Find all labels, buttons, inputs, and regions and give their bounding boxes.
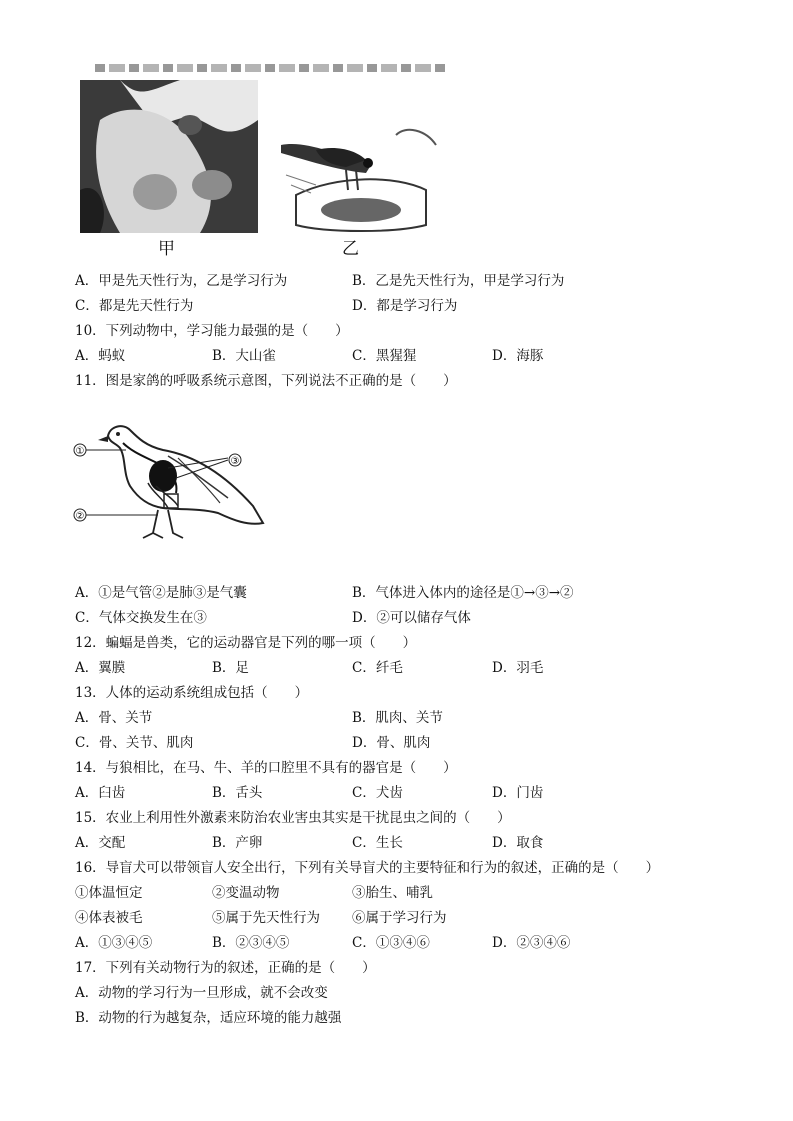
q14-stem: 14．与狼相比，在马、牛、羊的口腔里不具有的器官是（ ） <box>75 760 457 776</box>
q17-stem: 17．下列有关动物行为的叙述，正确的是（ ） <box>75 960 376 976</box>
q13-option-c: C．骨、关节、肌肉 <box>75 735 194 751</box>
q17-option-b: B．动物的行为越复杂，适应环境的能力越强 <box>75 1010 342 1026</box>
q13-stem: 13．人体的运动系统组成包括（ ） <box>75 685 309 701</box>
q16-item-6: ⑥属于学习行为 <box>352 910 447 926</box>
label-1: ① <box>75 446 85 457</box>
q12-stem: 12．蝙蝠是兽类，它的运动器官是下列的哪一项（ ） <box>75 635 417 651</box>
q11-stem: 11．图是家鸽的呼吸系统示意图，下列说法不正确的是（ ） <box>75 373 457 389</box>
q12-option-d: D．羽毛 <box>492 660 544 676</box>
q12-option-a: A．翼膜 <box>75 660 126 676</box>
caption-jia: 甲 <box>158 239 175 259</box>
q10-option-b: B．大山雀 <box>212 348 276 364</box>
q11-option-c: C．气体交换发生在③ <box>75 610 207 626</box>
q14-option-a: A．臼齿 <box>75 785 126 801</box>
q11-option-a: A．①是气管②是肺③是气囊 <box>75 585 247 601</box>
q15-stem: 15．农业上利用性外激素来防治农业害虫其实是干扰昆虫之间的（ ） <box>75 810 511 826</box>
q10-option-a: A．蚂蚁 <box>75 348 126 364</box>
q14-option-d: D．门齿 <box>492 785 544 801</box>
q13-option-d: D．骨、肌肉 <box>352 735 431 751</box>
scan-artifact <box>95 64 445 72</box>
q16-option-d: D．②③④⑥ <box>492 935 571 951</box>
pigeon-respiratory-diagram <box>68 398 270 548</box>
q16-option-c: C．①③④⑥ <box>352 935 430 951</box>
q9-option-c: C．都是先天性行为 <box>75 298 194 314</box>
q13-option-a: A．骨、关节 <box>75 710 153 726</box>
q16-item-4: ④体表被毛 <box>75 910 143 926</box>
q12-option-b: B．足 <box>212 660 249 676</box>
bird-drinking-illustration <box>276 115 440 233</box>
q14-option-c: C．犬齿 <box>352 785 403 801</box>
q16-option-b: B．②③④⑤ <box>212 935 290 951</box>
q15-option-d: D．取食 <box>492 835 544 851</box>
q10-option-c: C．黑猩猩 <box>352 348 417 364</box>
cats-photo <box>80 80 258 233</box>
q11-option-b: B．气体进入体内的途径是①→③→② <box>352 585 574 601</box>
label-3: ③ <box>230 456 240 467</box>
q16-option-a: A．①③④⑤ <box>75 935 153 951</box>
q14-option-b: B．舌头 <box>212 785 263 801</box>
q10-option-d: D．海豚 <box>492 348 544 364</box>
q9-option-a: A．甲是先天性行为，乙是学习行为 <box>75 273 288 289</box>
q13-option-b: B．肌肉、关节 <box>352 710 443 726</box>
q16-item-3: ③胎生、哺乳 <box>352 885 433 901</box>
q15-option-b: B．产卵 <box>212 835 263 851</box>
q17-option-a: A．动物的学习行为一旦形成，就不会改变 <box>75 985 328 1001</box>
label-2: ② <box>75 511 85 522</box>
q15-option-a: A．交配 <box>75 835 126 851</box>
q9-option-d: D．都是学习行为 <box>352 298 458 314</box>
q16-item-5: ⑤属于先天性行为 <box>212 910 320 926</box>
caption-yi: 乙 <box>342 239 359 259</box>
q10-stem: 10．下列动物中，学习能力最强的是（ ） <box>75 323 349 339</box>
q11-option-d: D．②可以储存气体 <box>352 610 471 626</box>
q16-item-2: ②变温动物 <box>212 885 280 901</box>
q16-item-1: ①体温恒定 <box>75 885 143 901</box>
q15-option-c: C．生长 <box>352 835 403 851</box>
q16-stem: 16．导盲犬可以带领盲人安全出行，下列有关导盲犬的主要特征和行为的叙述，正确的是（ ） <box>75 860 660 876</box>
q12-option-c: C．纤毛 <box>352 660 403 676</box>
q9-option-b: B．乙是先天性行为，甲是学习行为 <box>352 273 565 289</box>
